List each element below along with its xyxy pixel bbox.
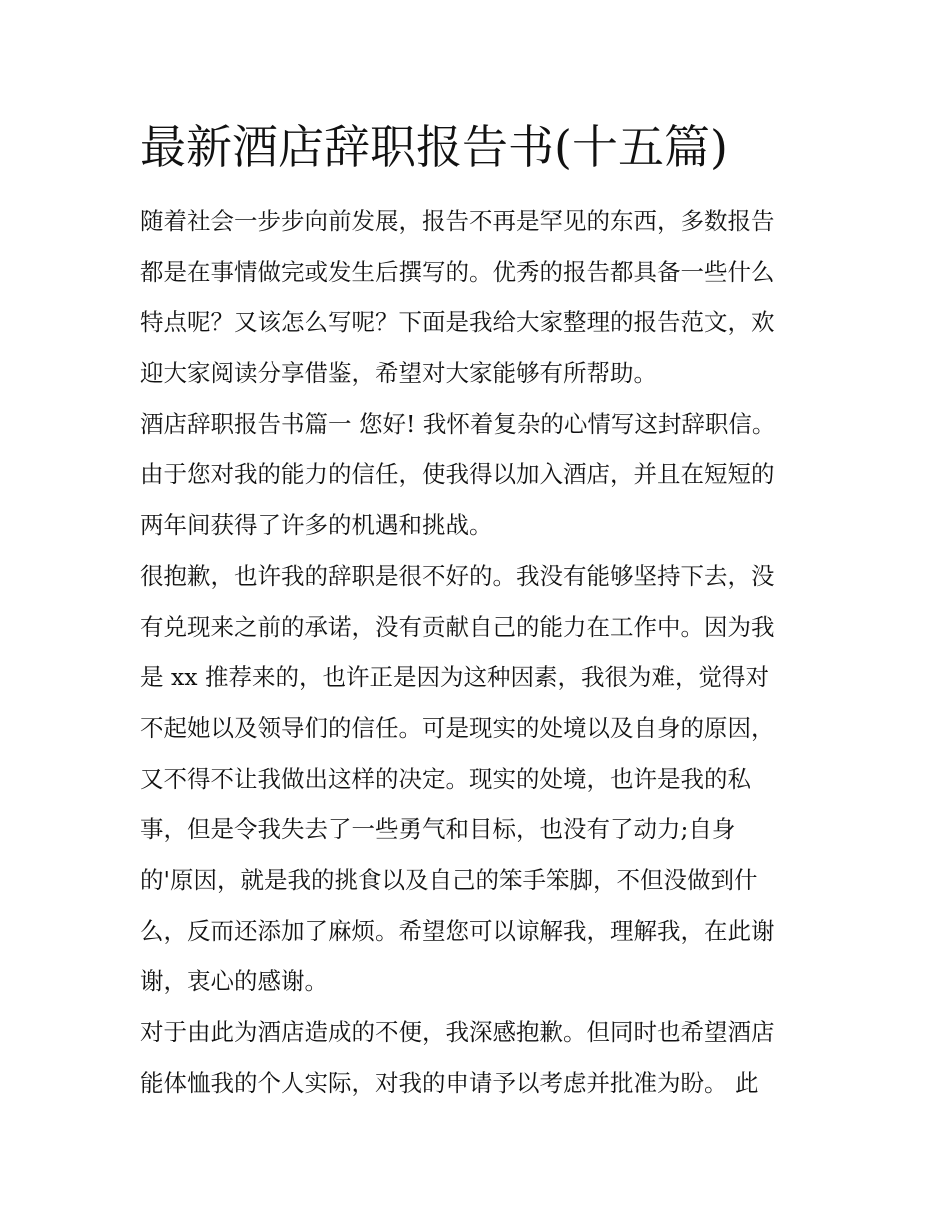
text-line: 事，但是令我失去了一些勇气和目标，也没有了动力;自身 [140, 815, 736, 844]
text-line: 谢，衷心的感谢。 [140, 967, 328, 996]
text-line: 酒店辞职报告书篇一 您好! 我怀着复杂的心情写这封辞职信。 [140, 409, 776, 438]
text-line: 很抱歉，也许我的辞职是很不好的。我没有能够坚持下去，没 [140, 561, 775, 590]
text-line: 么，反而还添加了麻烦。希望您可以谅解我，理解我，在此谢 [140, 916, 775, 945]
text-line: 随着社会一步步向前发展，报告不再是罕见的东西，多数报告 [140, 207, 775, 235]
text-line: 迎大家阅读分享借鉴，希望对大家能够有所帮助。 [140, 359, 657, 388]
document-page [140, 112, 820, 1108]
text-line: 不起她以及领导们的信任。可是现实的处境以及自身的原因， [140, 713, 775, 742]
text-line: 是 xx 推荐来的，也许正是因为这种因素，我很为难，觉得对 [140, 663, 769, 692]
text-line: 又不得不让我做出这样的决定。现实的处境，也许是我的私 [140, 764, 751, 793]
text-line: 特点呢？又该怎么写呢？下面是我给大家整理的报告范文，欢 [140, 308, 775, 337]
text-line: 两年间获得了许多的机遇和挑战。 [140, 511, 493, 540]
text-line: 都是在事情做完或发生后撰写的。优秀的报告都具备一些什么 [140, 257, 775, 286]
document-body [140, 196, 820, 1108]
document-title: 最新酒店辞职报告书(十五篇) [140, 120, 728, 174]
text-line: 的'原因，就是我的挑食以及自己的笨手笨脚，不但没做到什 [140, 865, 758, 894]
text-line: 由于您对我的能力的信任，使我得以加入酒店，并且在短短的 [140, 460, 775, 489]
text-line: 对于由此为酒店造成的不便，我深感抱歉。但同时也希望酒店 [140, 1018, 775, 1046]
text-line: 能体恤我的个人实际，对我的申请予以考虑并批准为盼。 此 [140, 1068, 759, 1097]
text-line: 有兑现来之前的承诺，没有贡献自己的能力在工作中。因为我 [140, 612, 775, 641]
